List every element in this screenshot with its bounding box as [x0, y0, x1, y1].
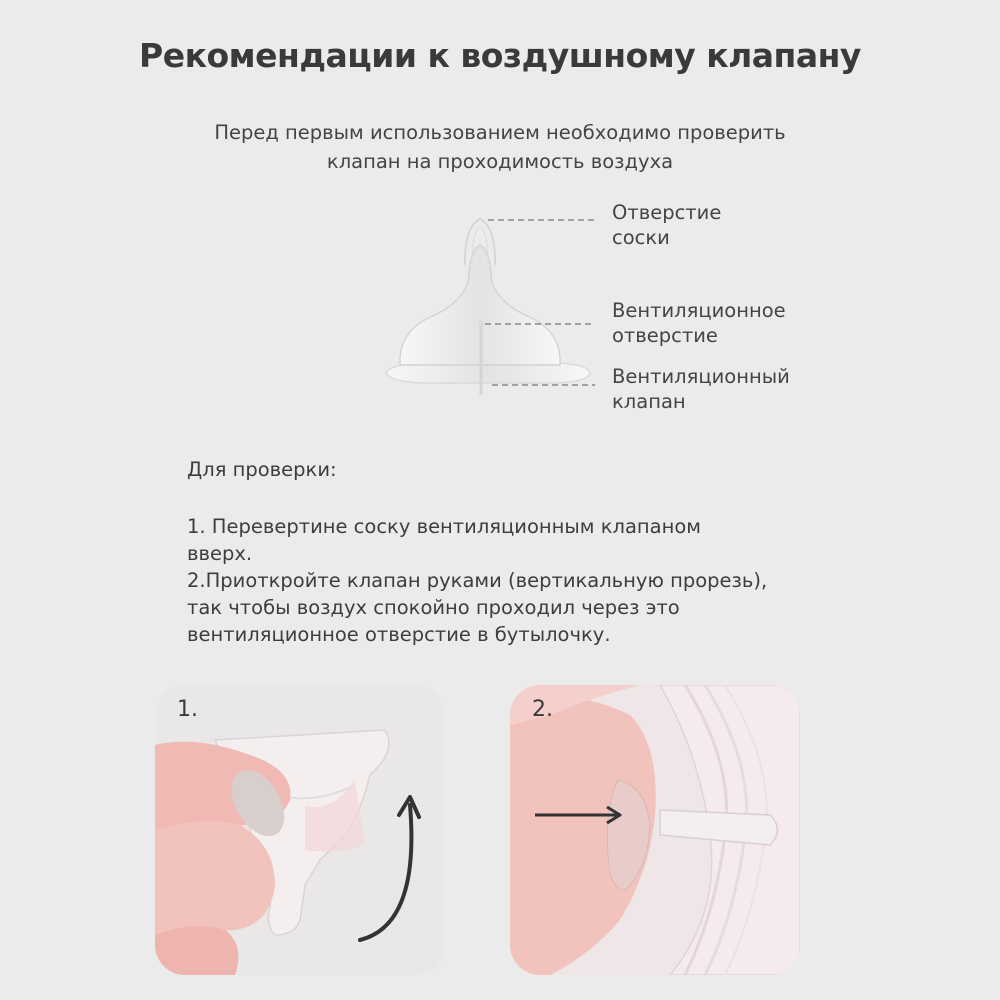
step-line: вентиляционное отверстие в бутылочку.: [187, 623, 611, 646]
tip-label: Отверстие соски: [612, 201, 722, 249]
step2-photo: [510, 685, 800, 975]
nipple-flange: [386, 363, 590, 383]
step-line: 1. Перевертине соску вентиляционным клапаном: [187, 515, 701, 538]
intro-text: [0, 118, 1000, 176]
check-heading: Для проверки:: [187, 458, 337, 481]
vent-label: Вентиляционное отверстие: [612, 299, 786, 347]
check-steps: [187, 513, 827, 648]
step2-number: 2.: [532, 697, 553, 722]
step1-illustration: [155, 685, 445, 975]
valve-label: Вентиляционный клапан: [612, 365, 790, 413]
step1-number: 1.: [177, 697, 198, 722]
step-line: 2.Приоткройте клапан руками (вертикальную прорезь),: [187, 569, 768, 592]
step1-photo: [155, 685, 445, 975]
step2-illustration: [510, 685, 800, 975]
intro-line: Перед первым использованием необходимо проверить: [214, 121, 786, 144]
nipple-diagram: [380, 205, 600, 410]
page-title: Рекомендации к воздушному клапану: [139, 36, 861, 75]
step-line: вверх.: [187, 542, 253, 565]
intro-line: клапан на проходимость воздуха: [326, 150, 674, 173]
step-line: так чтобы воздух спокойно проходил через это: [187, 596, 680, 619]
